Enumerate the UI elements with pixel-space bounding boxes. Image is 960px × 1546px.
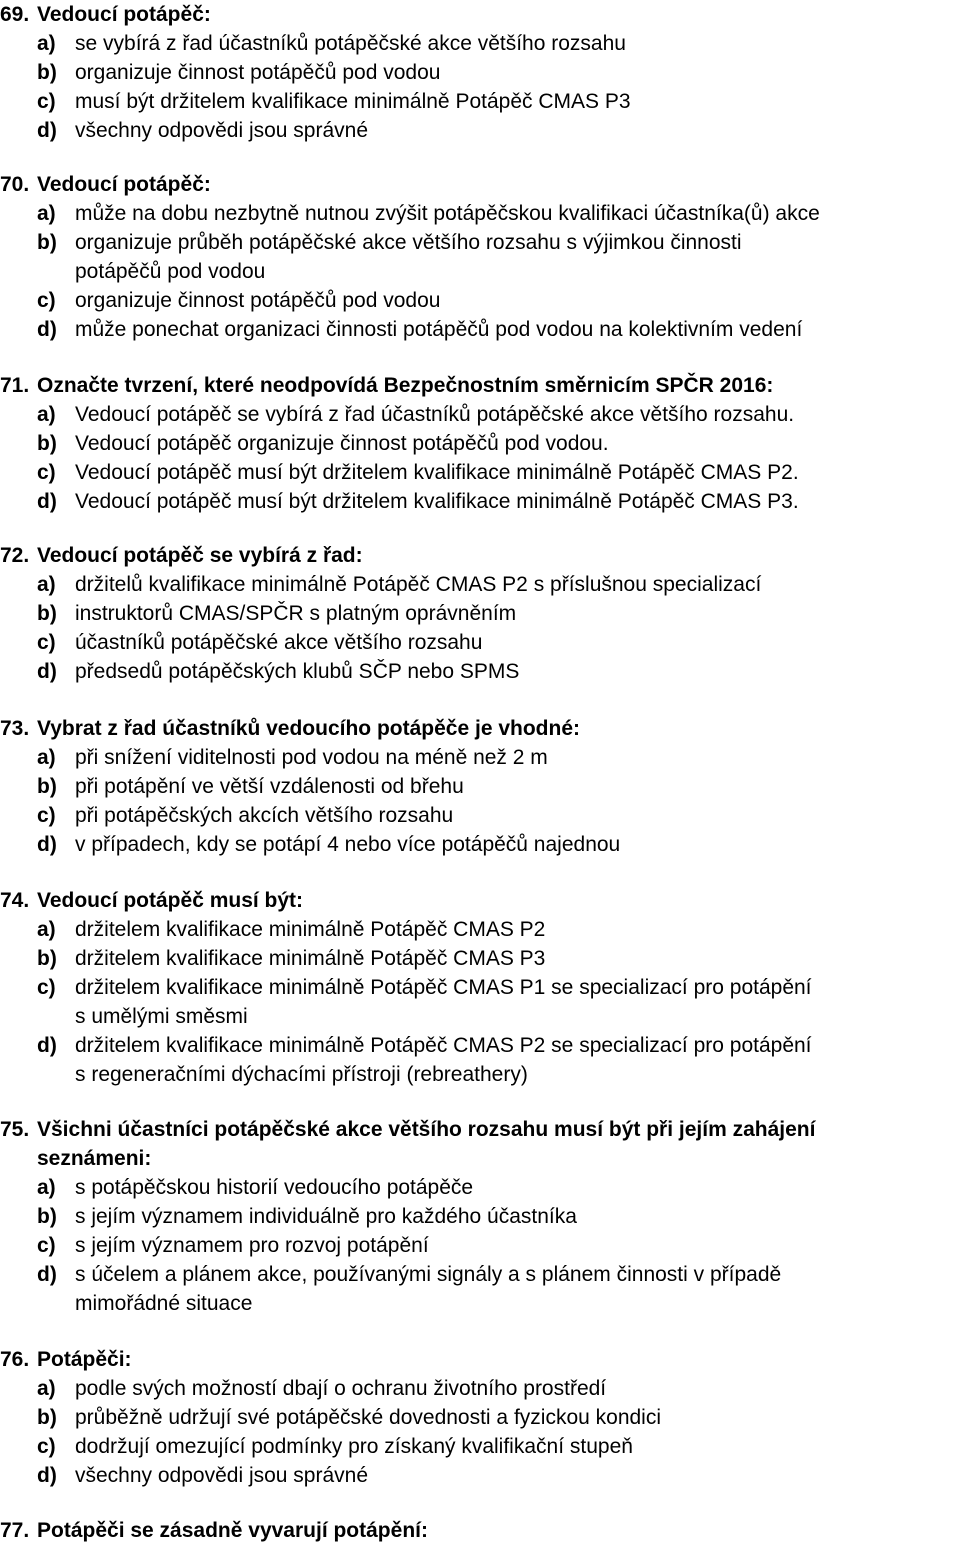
option-text: držitelem kvalifikace minimálně Potápěč CMAS P2 se specializací pro potápění bbox=[75, 1034, 812, 1057]
option-letter: a) bbox=[37, 746, 56, 769]
option-text: Vedoucí potápěč musí být držitelem kvalifikace minimálně Potápěč CMAS P2. bbox=[75, 461, 799, 484]
option-letter: a) bbox=[37, 403, 56, 426]
answer-option-d bbox=[0, 1260, 960, 1318]
option-letter: c) bbox=[37, 1435, 56, 1458]
answer-option-c bbox=[0, 87, 960, 116]
answer-option-b bbox=[0, 228, 960, 286]
option-text: Vedoucí potápěč se vybírá z řad účastníků potápěčské akce většího rozsahu. bbox=[75, 403, 795, 426]
option-letter: b) bbox=[37, 1406, 57, 1429]
answer-option-d bbox=[0, 315, 960, 344]
option-letter: d) bbox=[37, 660, 57, 683]
answer-option-a bbox=[0, 1173, 960, 1202]
option-letter: d) bbox=[37, 1034, 57, 1057]
option-text: s jejím významem pro rozvoj potápění bbox=[75, 1234, 429, 1257]
answer-option-c bbox=[0, 286, 960, 315]
question-heading bbox=[0, 1516, 960, 1545]
option-text-continued: mimořádné situace bbox=[75, 1292, 253, 1315]
option-text-continued: potápěčů pod vodou bbox=[75, 260, 266, 283]
option-text: při potápění ve větší vzdálenosti od břehu bbox=[75, 775, 464, 798]
answer-option-b bbox=[0, 599, 960, 628]
answer-option-c bbox=[0, 458, 960, 487]
option-letter: c) bbox=[37, 461, 56, 484]
option-letter: b) bbox=[37, 1205, 57, 1228]
option-text: s jejím významem individuálně pro každého účastníka bbox=[75, 1205, 577, 1228]
option-letter: c) bbox=[37, 90, 56, 113]
question-number: 75. bbox=[0, 1118, 30, 1141]
question-title: Vedoucí potápěč: bbox=[37, 173, 211, 196]
option-text: může na dobu nezbytně nutnou zvýšit potápěčskou kvalifikaci účastníka(ů) akce bbox=[75, 202, 820, 225]
question-heading bbox=[0, 886, 960, 915]
question-75 bbox=[0, 1115, 960, 1318]
answer-option-b bbox=[0, 1403, 960, 1432]
question-title: Vedoucí potápěč se vybírá z řad: bbox=[37, 544, 363, 567]
option-letter: d) bbox=[37, 1263, 57, 1286]
question-title: Vybrat z řad účastníků vedoucího potápěče je vhodné: bbox=[37, 717, 581, 740]
question-number: 69. bbox=[0, 3, 30, 26]
answer-option-d bbox=[0, 487, 960, 516]
question-74 bbox=[0, 886, 960, 1089]
answer-option-a bbox=[0, 743, 960, 772]
option-letter: c) bbox=[37, 289, 56, 312]
question-number: 71. bbox=[0, 374, 30, 397]
option-text: se vybírá z řad účastníků potápěčské akce většího rozsahu bbox=[75, 32, 626, 55]
option-letter: a) bbox=[37, 32, 56, 55]
question-title: Všichni účastníci potápěčské akce většího rozsahu musí být při jejím zahájení bbox=[37, 1118, 816, 1141]
option-text-continued: s regeneračními dýchacími přístroji (rebreathery) bbox=[75, 1063, 528, 1086]
option-text: instruktorů CMAS/SPČR s platným oprávněním bbox=[75, 602, 517, 625]
option-letter: b) bbox=[37, 947, 57, 970]
option-text: s potápěčskou historií vedoucího potápěče bbox=[75, 1176, 474, 1199]
question-69 bbox=[0, 0, 960, 145]
option-text: organizuje činnost potápěčů pod vodou bbox=[75, 289, 441, 312]
answer-option-d bbox=[0, 116, 960, 145]
answer-option-b bbox=[0, 429, 960, 458]
question-number: 74. bbox=[0, 889, 30, 912]
question-title: Označte tvrzení, které neodpovídá Bezpečnostním směrnicím SPČR 2016: bbox=[37, 374, 774, 397]
question-heading bbox=[0, 714, 960, 743]
option-letter: b) bbox=[37, 775, 57, 798]
answer-option-d bbox=[0, 1461, 960, 1490]
option-letter: d) bbox=[37, 119, 57, 142]
option-text: podle svých možností dbají o ochranu životního prostředí bbox=[75, 1377, 607, 1400]
question-title: Vedoucí potápěč: bbox=[37, 3, 211, 26]
option-text-continued: s umělými směsmi bbox=[75, 1005, 248, 1028]
question-number: 77. bbox=[0, 1519, 30, 1542]
question-70 bbox=[0, 170, 960, 344]
option-letter: a) bbox=[37, 1377, 56, 1400]
option-text: s účelem a plánem akce, používanými signály a s plánem činnosti v případě bbox=[75, 1263, 782, 1286]
option-text: Vedoucí potápěč organizuje činnost potápěčů pod vodou. bbox=[75, 432, 609, 455]
answer-option-c bbox=[0, 801, 960, 830]
option-text: držitelem kvalifikace minimálně Potápěč CMAS P1 se specializací pro potápění bbox=[75, 976, 812, 999]
option-text: musí být držitelem kvalifikace minimálně Potápěč CMAS P3 bbox=[75, 90, 631, 113]
answer-option-b bbox=[0, 58, 960, 87]
question-title: Vedoucí potápěč musí být: bbox=[37, 889, 304, 912]
question-heading bbox=[0, 0, 960, 29]
option-text: průběžně udržují své potápěčské dovednosti a fyzickou kondici bbox=[75, 1406, 662, 1429]
option-letter: d) bbox=[37, 833, 57, 856]
option-letter: b) bbox=[37, 231, 57, 254]
answer-option-d bbox=[0, 1031, 960, 1089]
answer-option-a bbox=[0, 400, 960, 429]
answer-option-c bbox=[0, 973, 960, 1031]
option-text: držitelem kvalifikace minimálně Potápěč CMAS P3 bbox=[75, 947, 546, 970]
question-heading bbox=[0, 1345, 960, 1374]
option-text: držitelem kvalifikace minimálně Potápěč CMAS P2 bbox=[75, 918, 546, 941]
question-number: 76. bbox=[0, 1348, 30, 1371]
option-text: v případech, kdy se potápí 4 nebo více potápěčů najednou bbox=[75, 833, 621, 856]
option-text: organizuje průběh potápěčské akce většího rozsahu s výjimkou činnosti bbox=[75, 231, 742, 254]
option-letter: a) bbox=[37, 918, 56, 941]
question-number: 70. bbox=[0, 173, 30, 196]
option-text: může ponechat organizaci činnosti potápěčů pod vodou na kolektivním vedení bbox=[75, 318, 803, 341]
question-76 bbox=[0, 1345, 960, 1490]
option-letter: a) bbox=[37, 1176, 56, 1199]
answer-option-a bbox=[0, 570, 960, 599]
option-text: Vedoucí potápěč musí být držitelem kvalifikace minimálně Potápěč CMAS P3. bbox=[75, 490, 799, 513]
option-letter: c) bbox=[37, 804, 56, 827]
answer-option-d bbox=[0, 830, 960, 859]
question-title: Potápěči se zásadně vyvarují potápění: bbox=[37, 1519, 428, 1542]
option-letter: a) bbox=[37, 202, 56, 225]
question-heading bbox=[0, 1115, 960, 1173]
answer-option-a bbox=[0, 29, 960, 58]
question-72 bbox=[0, 541, 960, 686]
answer-option-b bbox=[0, 944, 960, 973]
option-text: držitelů kvalifikace minimálně Potápěč CMAS P2 s příslušnou specializací bbox=[75, 573, 762, 596]
option-text: všechny odpovědi jsou správné bbox=[75, 1464, 369, 1487]
option-letter: c) bbox=[37, 1234, 56, 1257]
option-text: dodržují omezující podmínky pro získaný kvalifikační stupeň bbox=[75, 1435, 633, 1458]
question-77 bbox=[0, 1516, 960, 1545]
option-letter: a) bbox=[37, 573, 56, 596]
question-73 bbox=[0, 714, 960, 859]
answer-option-c bbox=[0, 1231, 960, 1260]
question-title-continued: seznámeni: bbox=[37, 1147, 152, 1170]
answer-option-c bbox=[0, 1432, 960, 1461]
question-number: 73. bbox=[0, 717, 30, 740]
option-text: účastníků potápěčské akce většího rozsahu bbox=[75, 631, 483, 654]
option-text: při potápěčských akcích většího rozsahu bbox=[75, 804, 454, 827]
question-heading bbox=[0, 170, 960, 199]
answer-option-d bbox=[0, 657, 960, 686]
option-letter: d) bbox=[37, 1464, 57, 1487]
option-letter: c) bbox=[37, 631, 56, 654]
answer-option-a bbox=[0, 199, 960, 228]
option-text: předsedů potápěčských klubů SČP nebo SPMS bbox=[75, 660, 520, 683]
option-text: organizuje činnost potápěčů pod vodou bbox=[75, 61, 441, 84]
option-letter: d) bbox=[37, 318, 57, 341]
question-71 bbox=[0, 371, 960, 516]
option-text: při snížení viditelnosti pod vodou na méně než 2 m bbox=[75, 746, 548, 769]
option-text: všechny odpovědi jsou správné bbox=[75, 119, 369, 142]
question-heading bbox=[0, 371, 960, 400]
question-title: Potápěči: bbox=[37, 1348, 132, 1371]
option-letter: c) bbox=[37, 976, 56, 999]
option-letter: b) bbox=[37, 602, 57, 625]
answer-option-b bbox=[0, 1202, 960, 1231]
question-number: 72. bbox=[0, 544, 30, 567]
question-heading bbox=[0, 541, 960, 570]
answer-option-b bbox=[0, 772, 960, 801]
option-letter: d) bbox=[37, 490, 57, 513]
answer-option-a bbox=[0, 915, 960, 944]
option-letter: b) bbox=[37, 61, 57, 84]
option-letter: b) bbox=[37, 432, 57, 455]
answer-option-a bbox=[0, 1374, 960, 1403]
answer-option-c bbox=[0, 628, 960, 657]
